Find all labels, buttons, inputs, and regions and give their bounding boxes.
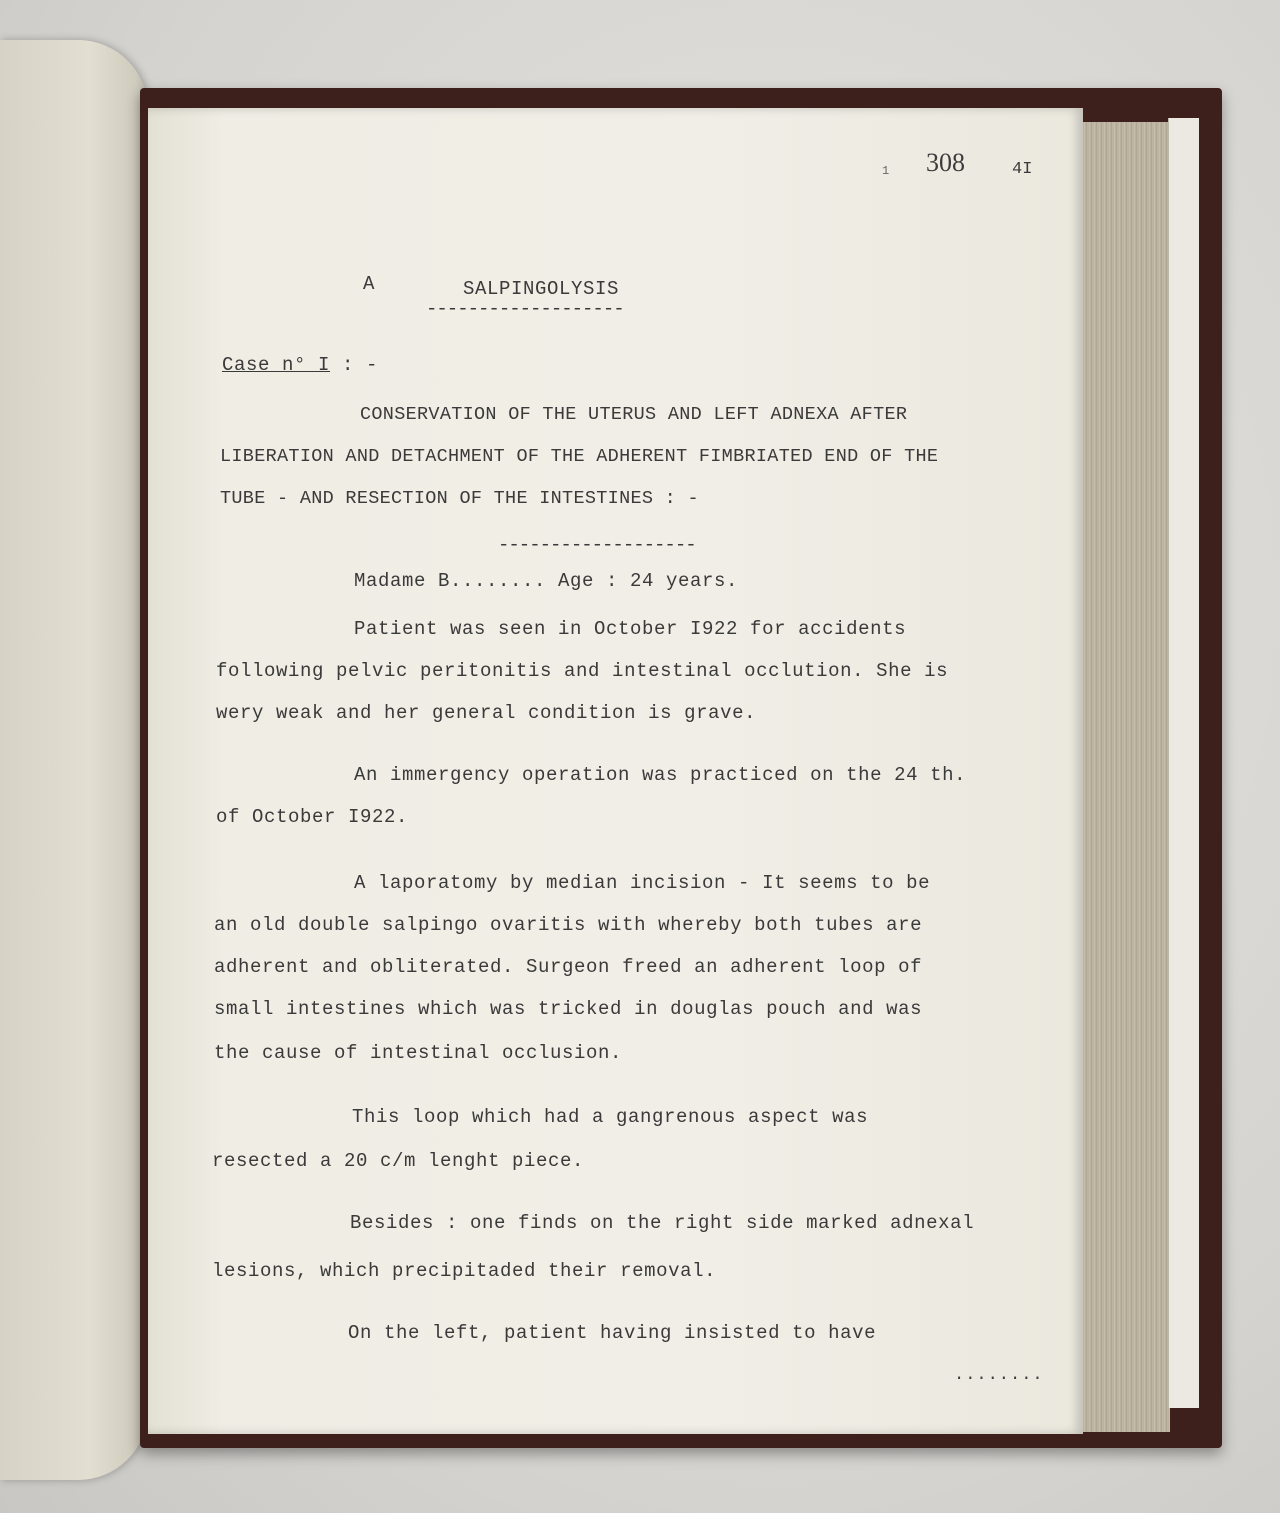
heading-line-1: CONSERVATION OF THE UTERUS AND LEFT ADNEXA AFTER bbox=[360, 404, 908, 425]
paragraph-1-line-1: Patient was seen in October I922 for accidents bbox=[354, 618, 907, 640]
paragraph-4-line-2: resected a 20 c/m lenght piece. bbox=[212, 1150, 585, 1172]
case-suffix: : - bbox=[342, 354, 379, 376]
pencil-tick-mark: 1 bbox=[882, 164, 890, 178]
paragraph-3-line-3: adherent and obliterated. Surgeon freed an adherent loop of bbox=[214, 956, 923, 978]
paragraph-5-line-1: Besides : one finds on the right side marked adnexal bbox=[350, 1212, 975, 1234]
paragraph-4-line-1: This loop which had a gangrenous aspect was bbox=[352, 1106, 869, 1128]
typed-page-number: 4I bbox=[1012, 160, 1033, 179]
document-page bbox=[148, 108, 1083, 1434]
case-heading bbox=[222, 354, 378, 376]
patient-line: Madame B........ Age : 24 years. bbox=[354, 570, 739, 592]
page-stack-edge bbox=[1078, 122, 1170, 1432]
paragraph-3-line-2: an old double salpingo ovaritis with whereby both tubes are bbox=[214, 914, 923, 936]
heading-line-3: TUBE - AND RESECTION OF THE INTESTINES : - bbox=[220, 488, 699, 509]
paragraph-3-line-1: A laporatomy by median incision - It seems to be bbox=[354, 872, 931, 894]
paper-edge bbox=[1168, 118, 1199, 1408]
paragraph-3-line-4: small intestines which was tricked in douglas pouch and was bbox=[214, 998, 923, 1020]
paragraph-2-line-1: An immergency operation was practiced on the 24 th. bbox=[354, 764, 967, 786]
page-title: SALPINGOLYSIS bbox=[463, 278, 620, 300]
heading-rule: ------------------- bbox=[498, 534, 696, 556]
heading-line-2: LIBERATION AND DETACHMENT OF THE ADHERENT FIMBRIATED END OF THE bbox=[220, 446, 939, 467]
paragraph-1-line-3: wery weak and her general condition is grave. bbox=[216, 702, 757, 724]
paragraph-1-line-2: following pelvic peritonitis and intestinal occlution. She is bbox=[216, 660, 949, 682]
paragraph-5-line-2: lesions, which precipitaded their removal. bbox=[212, 1260, 717, 1282]
continuation-dots: ........ bbox=[954, 1366, 1044, 1385]
paragraph-3-line-5: the cause of intestinal occlusion. bbox=[214, 1042, 623, 1064]
title-underline: ------------------- bbox=[426, 298, 624, 320]
case-label: Case n° I bbox=[222, 354, 331, 376]
handwritten-page-number: 308 bbox=[926, 148, 965, 177]
facing-page bbox=[0, 40, 148, 1480]
paragraph-6-line-1: On the left, patient having insisted to have bbox=[348, 1322, 877, 1344]
section-letter: A bbox=[363, 273, 376, 295]
paragraph-2-line-2: of October I922. bbox=[216, 806, 409, 828]
